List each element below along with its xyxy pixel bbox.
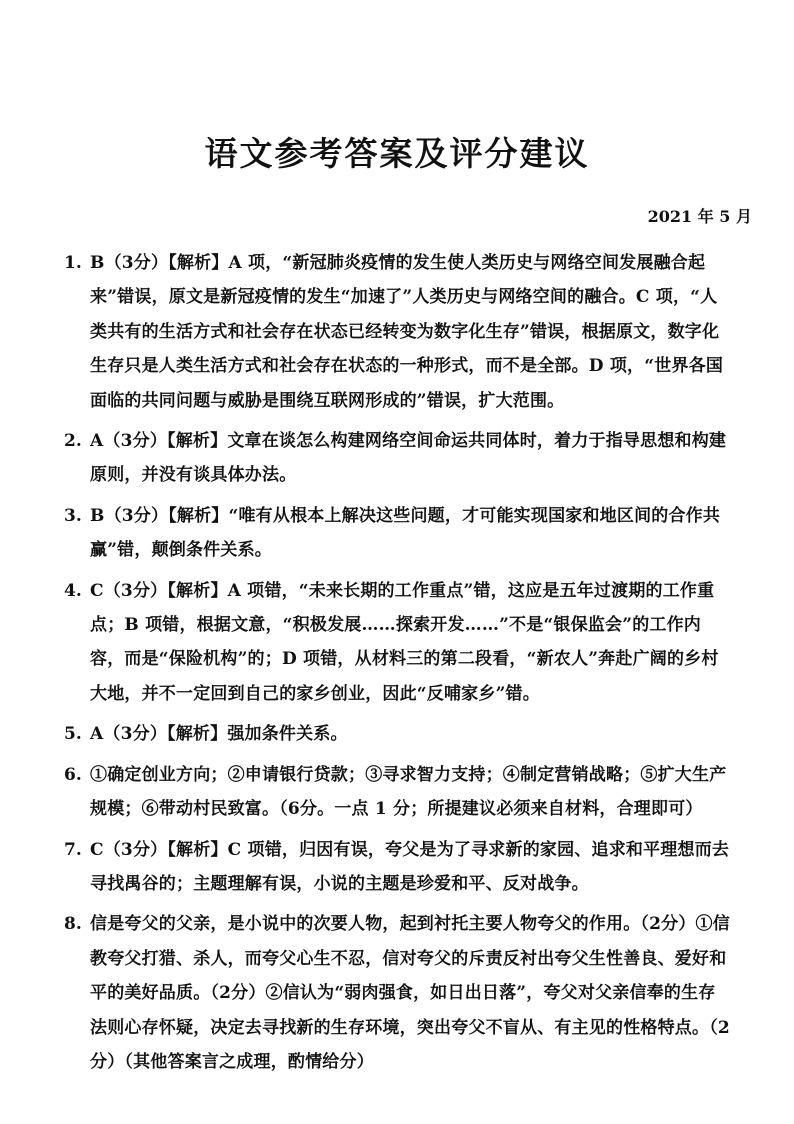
answer-item-4: [64, 574, 730, 712]
answer-number: 6.: [64, 764, 82, 785]
answer-item-3: [64, 499, 730, 568]
answer-list: [64, 246, 730, 1085]
answer-text: ①确定创业方向；②申请银行贷款；③寻求智力支持；④制定营销战略；⑤扩大生产规模；⑥带动村民致富。（6分。一点 1 分；所提建议必须来自材料，合理即可）: [90, 764, 727, 820]
answer-number: 2.: [64, 431, 82, 452]
answer-item-8: [64, 907, 730, 1079]
answer-item-2: [64, 424, 730, 493]
answer-item-1: [64, 246, 730, 418]
page-title: 语文参考答案及评分建议: [204, 134, 590, 173]
answer-number: 5.: [64, 724, 82, 745]
answer-number: 7.: [64, 839, 82, 860]
answer-item-6: [64, 758, 730, 827]
answer-text: 信是夸父的父亲，是小说中的次要人物，起到衬托主要人物夸父的作用。（2分）①信教夸父打猎、杀人，而夸父心生不忍，信对夸父的斥责反衬出夸父生性善良、爱好和平的美好品质。（2分）②信认为“弱肉强食，如日出日落”，夸父对父亲信奉的生存法则心存怀疑，决定去寻找新的生存环境，突出夸父不盲从、有主见的性格特点。（2分）（其他答案言之成理，酌情给分）: [90, 914, 730, 1072]
answer-text: A（3分）【解析】文章在谈怎么构建网络空间命运共同体时，着力于指导思想和构建原则，并没有谈具体办法。: [90, 431, 727, 486]
answer-item-5: [64, 717, 730, 751]
answer-text: A（3分）【解析】强加条件关系。: [90, 724, 348, 745]
answer-text: B（3分）【解析】A 项，“新冠肺炎疫情的发生使人类历史与网络空间发展融合起来”错误，原文是新冠疫情的发生“加速了”人类历史与网络空间的融合。C 项，“人类共有的生活方式和社会存在状态已经转变为数字化生存”错误，根据原文，数字化生存只是人类生活方式和社会存在状态的一种形式，而不是全部。D 项，“世界各国面临的共同问题与威胁是围绕互联网形成的”错误，扩大范围。: [90, 253, 724, 411]
answer-number: 4.: [64, 580, 82, 601]
answer-item-7: [64, 833, 730, 902]
answer-number: 8.: [64, 914, 82, 935]
answer-text: B（3分）【解析】“唯有从根本上解决这些问题，才可能实现国家和地区间的合作共赢”错，颠倒条件关系。: [90, 505, 721, 561]
answer-number: 1.: [64, 253, 82, 273]
answer-number: 3.: [64, 505, 82, 526]
answer-text: C（3分）【解析】C 项错，归因有误，夸父是为了寻求新的家园、追求和平理想而去寻找禺谷的；主题理解有误，小说的主题是珍爱和平、反对战争。: [90, 839, 730, 894]
answer-text: C（3分）【解析】A 项错，“未来长期的工作重点”错，这应是五年过渡期的工作重点；B 项错，根据文意，“积极发展……探索开发……”不是“银保监会”的工作内容，而是“保险机构”的；D 项错，从材料三的第二段看，“新农人”奔赴广阔的乡村大地，并不一定回到自己的家乡创业，因此“反哺家乡”错。: [90, 580, 719, 704]
document-date: 2021 年 5 月: [647, 207, 752, 226]
